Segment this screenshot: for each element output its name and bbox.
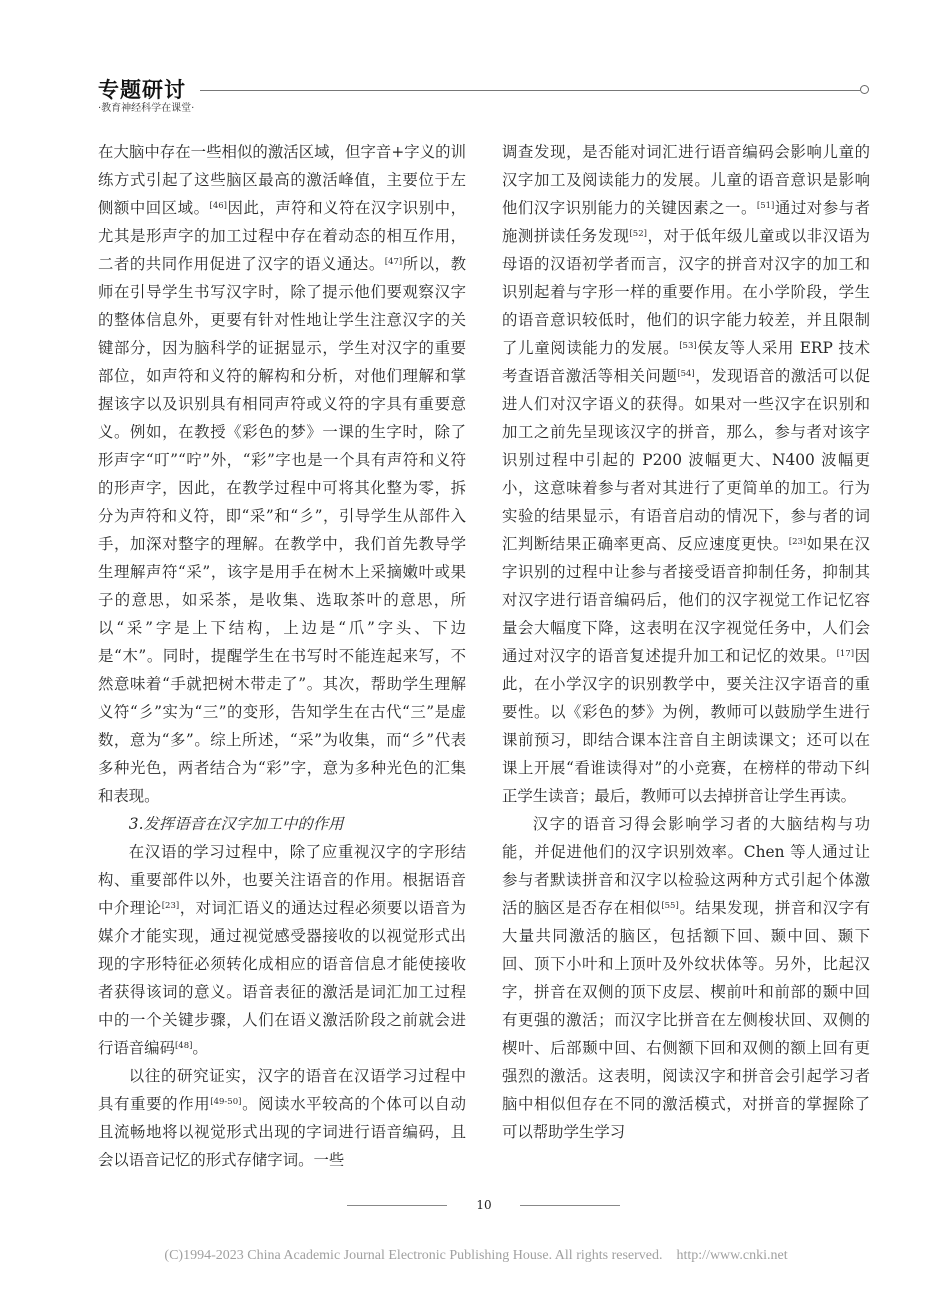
citation: [51] — [756, 201, 775, 211]
section-subtitle: ·教育神经科学在课堂· — [98, 103, 195, 114]
citation: [48] — [174, 1041, 193, 1051]
running-header — [98, 78, 873, 118]
copyright-notice — [0, 1246, 952, 1266]
citation: [55] — [661, 901, 679, 911]
citation: [52] — [629, 229, 647, 239]
page-number: 10 — [476, 1198, 492, 1212]
header-circle-ornament — [860, 85, 869, 94]
paragraph: 以往的研究证实，汉字的语音在汉语学习过程中具有重要的作用[49-50]。阅读水平较高的个体可以自动且流畅地将以视觉形式出现的字词进行语音编码，且会以语音记忆的形式存储字词。一些 — [98, 1067, 466, 1169]
citation: [23] — [161, 901, 180, 911]
copyright-text: (C)1994-2023 China Academic Journal Electronic Publishing House. All rights reserved. — [164, 1248, 663, 1263]
citation: [54] — [677, 369, 695, 379]
citation: [46] — [209, 201, 227, 211]
section-title: 专题研讨 — [98, 78, 186, 102]
paragraph: 调查发现，是否能对词汇进行语音编码会影响儿童的汉字加工及阅读能力的发展。儿童的语音意识是影响他们汉字识别能力的关键因素之一。[51]通过对参与者施测拼读任务发现[52]，对于低年级儿童或以非汉语为母语的汉语初学者而言，汉字的拼音对汉字的加工和识别起着与字形一样的重要作用。在小学阶段，学生的语音意识较低时，他们的识字能力较差，并且限制了儿童阅读能力的发展。[53]侯友等人采用 ERP 技术考查语音激活等相关问题[54]，发现语音的激活可以促进人们对汉字语义的获得。如果对一些汉字在识别和加工之前先呈现该汉字的拼音，那么，参与者对该字识别过程中引起的 P200 波幅更大、N400 波幅更小，这意味着参与者对其进行了更简单的加工。行为实验的结果显示，有语音启动的情况下，参与者的词汇判断结果正确率更高、反应速度更快。[23]如果在汉字识别的过程中让参与者接受语音抑制任务，抑制其对汉字进行语音编码后，他们的汉字视觉工作记忆容量会大幅度下降，这表明在汉字视觉任务中，人们会通过对汉字的语音复述提升加工和记忆的效果。[17]因此，在小学汉字的识别教学中，要关注汉字语音的重要性。以《彩色的梦》为例，教师可以鼓励学生进行课前预习，即结合课本注音自主朗读课文；还可以在课上开展“看谁读得对”的小竞赛，在榜样的带动下纠正学生读音；最后，教师可以去掉拼音让学生再读。 — [502, 143, 870, 805]
left-column — [98, 138, 466, 1174]
citation: [49-50] — [210, 1097, 242, 1107]
subsection-heading: 3.发挥语音在汉字加工中的作用 — [128, 815, 344, 833]
citation: [23] — [788, 537, 807, 547]
footer-rule-left — [347, 1205, 447, 1206]
citation: [47] — [384, 257, 403, 267]
footer-rule-right — [520, 1205, 620, 1206]
header-rule — [200, 90, 860, 91]
paragraph: 在大脑中存在一些相似的激活区域，但字音+字义的训练方式引起了这些脑区最高的激活峰值，主要位于左侧额中回区域。[46]因此，声符和义符在汉字识别中，尤其是形声字的加工过程中存在着动态的相互作用，二者的共同作用促进了汉字的语义通达。[47]所以，教师在引导学生书写汉字时，除了提示他们要观察汉字的整体信息外，更要有针对性地让学生注意汉字的关键部分，因为脑科学的证据显示，学生对汉字的重要部位，如声符和义符的解构和分析，对他们理解和掌握该字以及识别具有相同声符或义符的字具有重要意义。例如，在教授《彩色的梦》一课的生字时，除了形声字“叮”“咛”外，“彩”字也是一个具有声符和义符的形声字，因此，在教学过程中可将其化整为零，拆分为声符和义符，即“采”和“彡”，引导学生从部件入手，加深对整字的理解。在教学中，我们首先教导学生理解声符“采”，该字是用手在树木上采摘嫩叶或果子的意思，如采茶，是收集、选取茶叶的意思，所以“采”字是上下结构，上边是“爪”字头、下边是“木”。同时，提醒学生在书写时不能连起来写，不然意味着“手就把树木带走了”。其次，帮助学生理解义符“彡”实为“三”的变形，告知学生在古代“三”是虚数，意为“多”。综上所述，“采”为收集，而“彡”代表多种光色，两者结合为“彩”字，意为多种光色的汇集和表现。 — [98, 143, 466, 805]
copyright-url: http://www.cnki.net — [676, 1248, 788, 1263]
page-footer — [0, 1194, 952, 1218]
right-column — [502, 138, 870, 1146]
paragraph: 在汉语的学习过程中，除了应重视汉字的字形结构、重要部件以外，也要关注语音的作用。根据语音中介理论[23]，对词汇语义的通达过程必须要以语音为媒介才能实现，通过视觉感受器接收的以视觉形式出现的字形特征必须转化成相应的语音信息才能使接收者获得该词的意义。语音表征的激活是词汇加工过程中的一个关键步骤，人们在语义激活阶段之前就会进行语音编码[48]。 — [98, 843, 466, 1057]
paragraph: 汉字的语音习得会影响学习者的大脑结构与功能，并促进他们的汉字识别效率。Chen 等人通过让参与者默读拼音和汉字以检验这两种方式引起个体激活的脑区是否存在相似[55]。结果发现，拼音和汉字有大量共同激活的脑区，包括额下回、颞中回、颞下回、顶下小叶和上顶叶及外纹状体等。另外，比起汉字，拼音在双侧的顶下皮层、楔前叶和前部的颞中回有更强的激活；而汉字比拼音在左侧梭状回、双侧的楔叶、后部颞中回、右侧额下回和双侧的额上回有更强烈的激活。这表明，阅读汉字和拼音会引起学习者脑中相似但存在不同的激活模式，对拼音的掌握除了可以帮助学生学习 — [502, 815, 870, 1141]
citation: [17] — [836, 649, 855, 659]
citation: [53] — [679, 341, 697, 351]
